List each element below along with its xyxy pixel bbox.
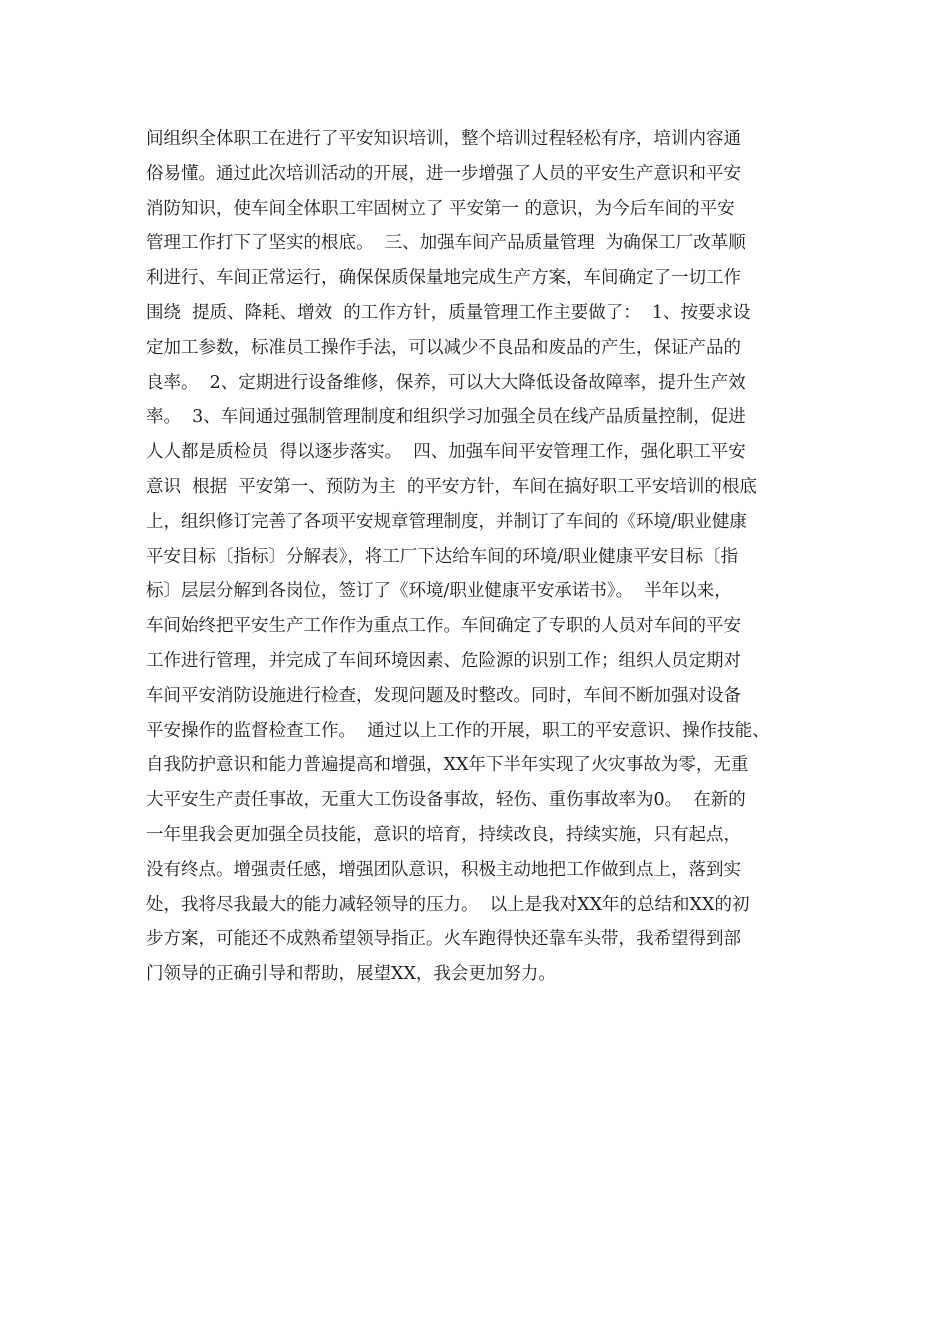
text-line: 平安操作的监督检查工作。 通过以上工作的开展，职工的平安意识、操作技能、	[146, 720, 770, 741]
text-line: 利进行、车间正常运行，确保保质保量地完成生产方案，车间确定了一切工作	[146, 268, 741, 289]
text-line: 上，组织修订完善了各项平安规章管理制度，并制订了车间的《环境/职业健康	[146, 511, 747, 532]
text-line: 良率。 2、定期进行设备维修，保养，可以大大降低设备故障率，提升生产效	[146, 372, 746, 393]
text-line: 围绕 提质、降耗、增效 的工作方针，质量管理工作主要做了： 1、按要求设	[146, 302, 751, 323]
text-line: 消防知识，使车间全体职工牢固树立了 平安第一 的意识，为今后车间的平安	[146, 198, 735, 219]
text-line: 标〕层层分解到各岗位，签订了《环境/职业健康平安承诺书》。 半年以来，	[146, 581, 732, 602]
text-line: 平安目标〔指标〕分解表》，将工厂下达给车间的环境/职业健康平安目标〔指	[146, 546, 739, 567]
text-line: 管理工作打下了坚实的根底。 三、加强车间产品质量管理 为确保工厂改革顺	[146, 233, 746, 254]
text-line: 大平安生产责任事故，无重大工伤设备事故，轻伤、重伤事故率为0。 在新的	[146, 790, 746, 811]
text-line: 车间平安消防设施进行检查，发现问题及时整改。同时，车间不断加强对设备	[146, 685, 741, 706]
text-line: 门领导的正确引导和帮助，展望XX，我会更加努力。	[146, 964, 556, 985]
text-line: 工作进行管理，并完成了车间环境因素、危险源的识别工作；组织人员定期对	[146, 650, 741, 671]
text-line: 人人都是质检员 得以逐步落实。 四、加强车间平安管理工作，强化职工平安	[146, 442, 746, 463]
body-text	[146, 122, 826, 992]
text-line: 自我防护意识和能力普遍提高和增强，XX年下半年实现了火灾事故为零，无重	[146, 755, 749, 776]
text-line: 一年里我会更加强全员技能，意识的培育，持续改良，持续实施，只有起点，	[146, 824, 741, 845]
text-line: 俗易懂。通过此次培训活动的开展，进一步增强了人员的平安生产意识和平安	[146, 163, 741, 184]
text-line: 意识 根据 平安第一、预防为主 的平安方针，车间在搞好职工平安培训的根底	[146, 476, 757, 497]
text-line: 车间始终把平安生产工作作为重点工作。车间确定了专职的人员对车间的平安	[146, 616, 741, 637]
text-line: 步方案，可能还不成熟希望领导指正。火车跑得快还靠车头带，我希望得到部	[146, 929, 741, 950]
text-line: 没有终点。增强责任感，增强团队意识，积极主动地把工作做到点上，落到实	[146, 859, 741, 880]
text-line: 处，我将尽我最大的能力减轻领导的压力。 以上是我对XX年的总结和XX的初	[146, 894, 750, 915]
text-line: 定加工参数，标准员工操作手法，可以减少不良品和废品的产生，保证产品的	[146, 337, 741, 358]
text-line: 率。 3、车间通过强制管理制度和组织学习加强全员在线产品质量控制，促进	[146, 407, 746, 428]
text-line: 间组织全体职工在进行了平安知识培训，整个培训过程轻松有序，培训内容通	[146, 129, 741, 149]
